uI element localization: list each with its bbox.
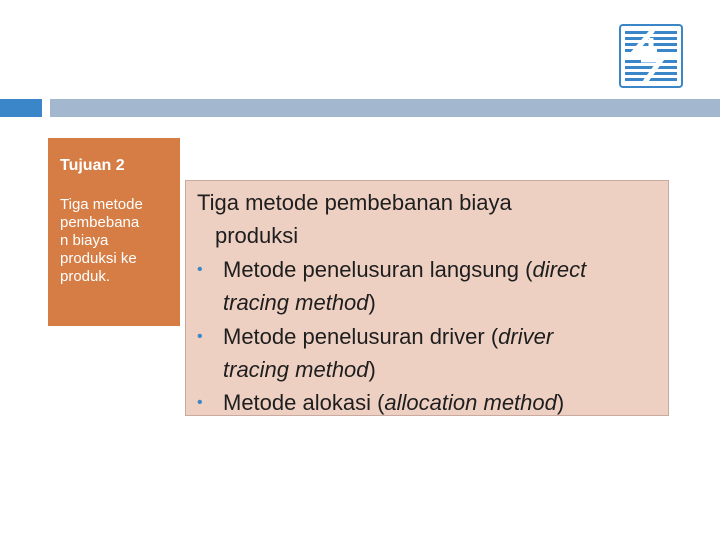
bullet-term: direct bbox=[532, 256, 587, 282]
bullet-text: ) bbox=[368, 290, 376, 316]
bullet-term: driver bbox=[498, 323, 554, 349]
content-text bbox=[197, 186, 677, 420]
content-heading bbox=[197, 186, 677, 253]
objective-line: n biaya bbox=[60, 232, 109, 249]
bullet-icon: • bbox=[197, 394, 203, 412]
company-logo-icon bbox=[619, 24, 683, 88]
objective-line: Tiga metode bbox=[60, 196, 143, 213]
bullet-term: tracing method bbox=[223, 357, 369, 383]
bullet-text: Metode penelusuran langsung ( bbox=[223, 256, 533, 282]
header-bar-accent bbox=[0, 99, 42, 117]
objective-line: produksi ke bbox=[60, 250, 137, 267]
content-heading-line: produksi bbox=[215, 223, 299, 249]
objective-panel bbox=[48, 138, 180, 326]
bullet-text: Metode alokasi ( bbox=[223, 390, 385, 416]
list-item bbox=[197, 253, 677, 320]
bullet-icon: • bbox=[197, 260, 203, 278]
header-bar bbox=[50, 99, 720, 117]
bullet-term: tracing method bbox=[223, 290, 369, 316]
list-item bbox=[197, 386, 677, 419]
objective-text bbox=[60, 196, 170, 286]
bullet-text: ) bbox=[368, 357, 376, 383]
objective-title: Tujuan 2 bbox=[60, 157, 125, 174]
bullet-text: Metode penelusuran driver ( bbox=[223, 323, 499, 349]
bullet-text: ) bbox=[556, 390, 565, 416]
bullet-icon: • bbox=[197, 327, 203, 345]
content-heading-line: Tiga metode pembebanan biaya bbox=[197, 190, 512, 215]
objective-line: produk. bbox=[60, 268, 111, 285]
list-item bbox=[197, 320, 677, 387]
bullet-term: allocation method bbox=[384, 390, 557, 416]
objective-line: pembebana bbox=[60, 214, 140, 231]
